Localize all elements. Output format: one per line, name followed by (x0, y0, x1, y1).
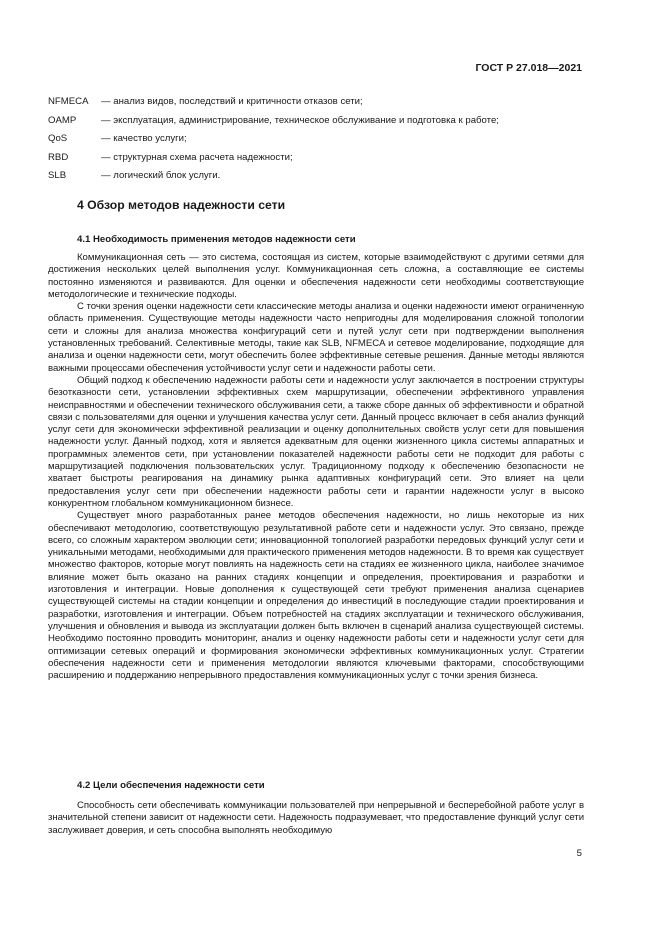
paragraph: Существует много разработанных ранее методов обеспечения надежности, но лишь некоторые из них обеспечивают методологию, соответствующую результативной работе сети и надежности услуг. Это связано, прежде всего, со сложным характером эволюции сети; инновационной топологией разработки передовых функций услуг сети и уникальными методами, необходимыми для практического применения методов надежности. В то время как существует множество факторов, которые могут повлиять на надежность сети на стадиях ее жизненного цикла, наиболее значимое влияние может быть оказано на ранних стадиях концепции и определения, проектирования и разработки и изготовления и интеграции. Новые дополнения к существующей сети требуют применения анализа сценариев существующей системы на стадии концепции и определения до инвестиций в последующие стадии проектирования и разработки, изготовления и интеграции. Объем потребностей на стадиях эксплуатации и технического обслуживания, улучшения и обновления и вывода из эксплуатации должен быть включен в сценарий анализа существующей системы. Необходимо постоянно проводить мониторинг, анализ и оценку надежности работы сети и надежности услуг сети для оптимизации сетевых операций и формирования экономически эффективных коммуникационных услуг. Стратегии обеспечения надежности сети и применения методологии являются ключевыми факторами, способствующими расширению и поддержанию непрерывного предоставления коммуникационных услуг с точки зрения бизнеса. (48, 510, 584, 682)
paragraph: Коммуникационная сеть — это система, состоящая из систем, которые взаимодействуют с другими сетями для достижения нескольких целей выполнения услуг. Коммуникационная сеть сложна, а составляющие ее системы постоянно изменяются и развиваются. Для оценки и обеспечения надежности сети необходимы соответствующие методологические и технические подходы. (48, 252, 584, 300)
paragraph: С точки зрения оценки надежности сети классические методы анализа и оценки надежности имеют ограниченную область применения. Существующие методы надежности часто непригодны для моделирования сложной топологии сети и сложны для анализа множества конфигураций сети и путей услуг сети при подтверждении выполнения установленных требований. Селективные методы, такие как SLB, NFMECA и сетевое моделирование, подходящие для анализа и оценки надежности сети, могут обеспечить более эффективные сетевые решения. Данные методы являются важными процессами обеспечения устойчивости услуг сети и надежности работы сети. (48, 301, 584, 374)
abbreviation-term: OAMP (48, 114, 77, 126)
abbreviation-term: NFMECA (48, 96, 89, 107)
subsection-heading: 4.2 Цели обеспечения надежности сети (77, 780, 265, 791)
abbreviation-definition: — логический блок услуги. (101, 170, 221, 182)
paragraph: Способность сети обеспечивать коммуникации пользователей при непрерывной и бесперебойной работе услуг в значительной степени зависит от надежности сети. Надежность подразумевает, что предоставление функций услуг сети заслуживает доверия, и сеть способна выполнять необходимую (48, 800, 584, 836)
abbreviation-item (48, 93, 588, 112)
abbreviation-definition: — эксплуатация, администрирование, техническое обслуживание и подготовка к работе; (101, 114, 499, 126)
abbreviation-item (48, 149, 588, 168)
abbreviation-list (48, 93, 588, 186)
standard-number: ГОСТ Р 27.018—2021 (475, 62, 582, 74)
abbreviation-item (48, 167, 588, 186)
abbreviation-term: RBD (48, 151, 69, 163)
abbreviation-item (48, 130, 588, 149)
abbreviation-definition: — анализ видов, последствий и критичности отказов сети; (101, 96, 363, 107)
subsection-body (48, 252, 584, 682)
abbreviation-term: QoS (48, 133, 68, 145)
abbreviation-item (48, 112, 588, 131)
section-heading: 4 Обзор методов надежности сети (77, 198, 286, 212)
abbreviation-definition: — структурная схема расчета надежности; (101, 151, 293, 163)
abbreviation-term: SLB (48, 170, 67, 182)
page-number: 5 (576, 848, 582, 859)
subsection-body (48, 800, 584, 837)
paragraph: Общий подход к обеспечению надежности работы сети и надежности услуг заключается в построении структуры безотказности сети, установлении эффективных схем маршрутизации, обеспечении эффективного управления неисправностями и обеспечении технического обслуживания сети, а также сборе данных об эффективности и обратной связи с пользователями для оценки и улучшения качества услуг сети. Данный процесс включает в себя анализ функций услуг сети для экономически эффективной реализации и оценку дополнительных свойств услуг сети для повышения надежности услуг. Данный подход, хотя и является адекватным для оценки жизненного цикла системы аппаратных и программных элементов сети, при установлении показателей надежности работы сети не подходит для работы с маршрутизацией подключения пользовательских услуг. Традиционному подходу к обеспечению безопасности не хватает быстроты реагирования на динамику рынка адаптивных конфигураций сети. Это влияет на цели предоставления услуг сети при обеспечении надежности работы сети и гарантии надежности услуг в высоко конкурентном глобальном коммуникационном бизнесе. (48, 374, 584, 509)
abbreviation-definition: — качество услуги; (101, 133, 187, 145)
subsection-heading: 4.1 Необходимость применения методов надежности сети (77, 234, 356, 245)
